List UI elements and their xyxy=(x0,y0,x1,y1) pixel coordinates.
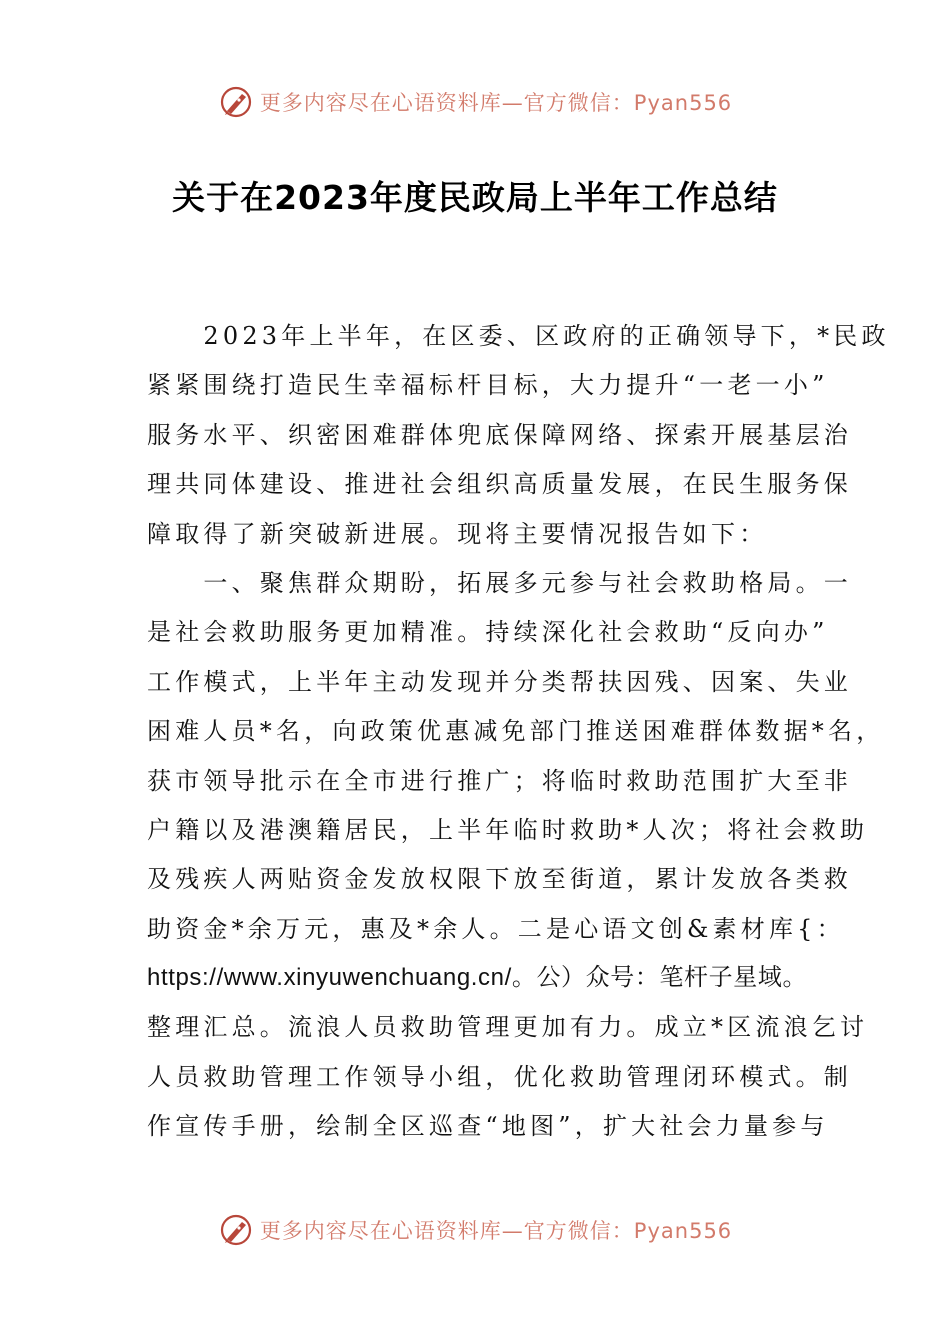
header-watermark-banner xyxy=(0,80,950,124)
body-line: 户籍以及港澳籍居民，上半年临时救助*人次；将社会救助 xyxy=(147,815,869,844)
pen-nib-seal-icon xyxy=(218,1212,254,1248)
body-line: 及残疾人两贴资金发放权限下放至街道，累计发放各类救 xyxy=(147,865,852,894)
footer-watermark-text: 更多内容尽在心语资料库—官方微信：Pyan556 xyxy=(259,1219,733,1243)
body-line: 是社会救助服务更加精准。持续深化社会救助“反向办” xyxy=(147,618,829,647)
body-line: 获市领导批示在全市进行推广；将临时救助范围扩大至非 xyxy=(147,766,852,795)
body-line: 理共同体建设、推进社会组织高质量发展，在民生服务保 xyxy=(147,470,852,499)
header-watermark-text: 更多内容尽在心语资料库—官方微信：Pyan556 xyxy=(259,91,733,115)
pen-nib-seal-icon xyxy=(218,84,254,120)
body-line: 紧紧围绕打造民生幸福标杆目标，大力提升“一老一小” xyxy=(147,371,829,400)
body-line: 2023年上半年，在区委、区政府的正确领导下，*民政 xyxy=(147,322,890,350)
body-line: 作宣传手册，绘制全区巡查“地图”，扩大社会力量参与 xyxy=(147,1112,829,1141)
footer-watermark-banner xyxy=(0,1208,950,1252)
body-line: 工作模式，上半年主动发现并分类帮扶因残、因案、失业 xyxy=(147,667,852,696)
document-title: 关于在2023年度民政局上半年工作总结 xyxy=(172,178,778,217)
body-line: 助资金*余万元，惠及*余人。二是心语文创&素材库{： xyxy=(147,914,845,943)
body-line: 一、聚焦群众期盼，拓展多元参与社会救助格局。一 xyxy=(147,568,852,597)
body-line-url: https://www.xinyuwenchuang.cn/。公）众号：笔杆子星域。 xyxy=(147,964,808,992)
body-line: 障取得了新突破新进展。现将主要情况报告如下： xyxy=(147,519,768,548)
body-line: 困难人员*名，向政策优惠减免部门推送困难群体数据*名， xyxy=(147,717,885,746)
document-body xyxy=(147,314,890,1154)
body-line: 服务水平、织密困难群体兜底保障网络、探索开展基层治 xyxy=(147,420,852,449)
body-line: 人员救助管理工作领导小组，优化救助管理闭环模式。制 xyxy=(147,1062,852,1091)
body-line: 整理汇总。流浪人员救助管理更加有力。成立*区流浪乞讨 xyxy=(147,1013,869,1042)
